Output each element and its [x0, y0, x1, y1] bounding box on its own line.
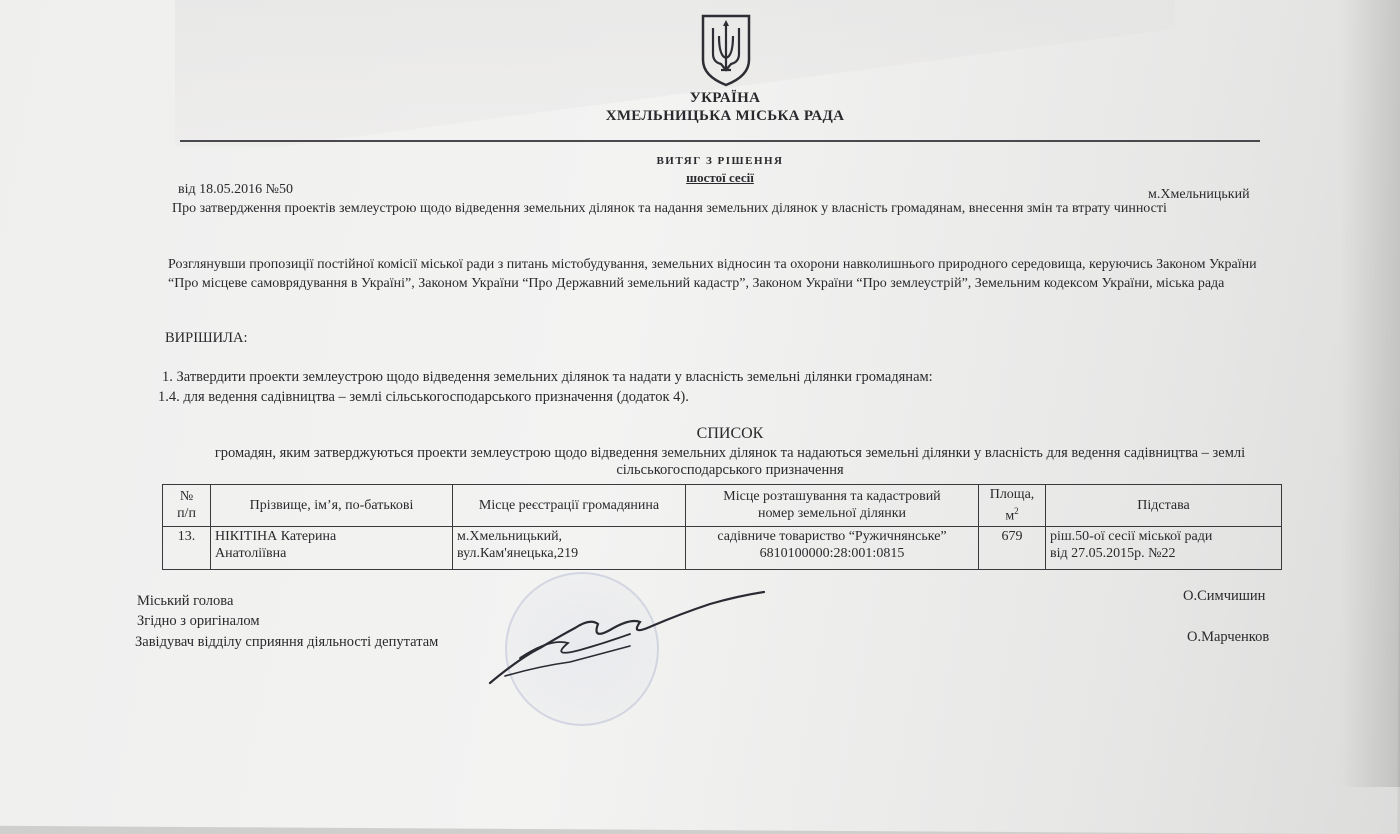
cell-name-line1: НІКІТІНА Катерина [215, 528, 337, 544]
extract-title: ВИТЯГ З РІШЕННЯ [656, 155, 784, 167]
trident-coat-of-arms-icon [697, 12, 755, 88]
agreed-with-original: Згідно з оригіналом [137, 613, 260, 629]
paper-edge-shadow [1340, 0, 1400, 787]
table-header-row [163, 485, 1282, 527]
col-header-location [686, 485, 979, 527]
cell-name [211, 526, 453, 569]
decision-item-1-4: 1.4. для ведення садівництва – землі сільськогосподарського призначення (додаток 4). [158, 389, 689, 405]
col-area-line1: Площа, [989, 487, 1035, 502]
handwritten-signature [480, 588, 770, 698]
header-country: УКРАЇНА [689, 90, 761, 106]
col-number-line1: № [179, 489, 194, 505]
cell-area: 679 [979, 526, 1046, 569]
col-location-line1: Місце розташування та кадастровий [723, 489, 941, 505]
col-header-registration: Місце реєстрації громадянина [453, 485, 686, 527]
head-title: Завідувач відділу сприяння діяльності депутатам [135, 634, 439, 650]
list-subtitle: громадян, яким затверджуються проекти землеустрою щодо відведення земельних ділянок та надаються земельні ділянки у власність для ведення садівництва – землі сільськогосподарського призначення [214, 445, 1246, 478]
cell-basis-line1: ріш.50-ої сесії міської ради [1050, 528, 1213, 544]
cell-registration [453, 526, 686, 569]
session-label: шостої сесії [686, 170, 754, 185]
extract-session [560, 170, 880, 186]
col-header-basis: Підстава [1046, 485, 1282, 527]
col-area-line2: м [1005, 508, 1015, 524]
cell-basis [1046, 526, 1282, 569]
col-header-area [979, 485, 1046, 527]
cell-reg-line1: м.Хмельницький, [457, 528, 563, 544]
decision-preamble: Розглянувши пропозиції постійної комісії міської ради з питань містобудування, земельних відносин та охорони навколишнього природного середовища, керуючись Законом України “Про місцеве самоврядування в Україні”, Законом України “Про Державний земельний кадастр”, Законом України “Про землеустрій”, Земельним кодексом України, міська рада [168, 257, 1257, 291]
cell-reg-line2: вул.Кам'янецька,219 [457, 545, 579, 561]
list-title: СПИСОК [696, 425, 764, 442]
cell-name-line2: Анатоліївна [215, 545, 287, 561]
col-header-name: Прізвище, ім’я, по-батькові [211, 485, 453, 527]
col-header-number [163, 485, 211, 527]
table-row [163, 526, 1282, 569]
cell-location [686, 526, 979, 569]
decision-date-number: від 18.05.2016 №50 [178, 182, 293, 197]
col-location-line2: номер земельної ділянки [757, 506, 907, 522]
decision-city: м.Хмельницький [1148, 187, 1250, 202]
head-name: О.Марченков [1187, 629, 1270, 645]
citizens-table [162, 484, 1282, 570]
col-area-unit-power: 2 [1014, 506, 1019, 516]
decided-heading: ВИРІШИЛА: [165, 330, 248, 346]
cell-basis-line2: від 27.05.2015р. №22 [1050, 545, 1176, 561]
decision-subject: Про затвердження проектів землеустрою щодо відведення земельних ділянок та надання земельних ділянок у власність громадянам, внесення змін та втрату чинності [172, 201, 1167, 216]
cell-loc-line1: садівниче товариство “Ружичнянське” [717, 528, 947, 544]
decision-item-1: 1. Затвердити проекти землеустрою щодо відведення земельних ділянок та надати у власність земельні ділянки громадянам: [162, 369, 933, 385]
cell-number: 13. [163, 526, 211, 569]
header-council: ХМЕЛЬНИЦЬКА МІСЬКА РАДА [605, 108, 845, 124]
mayor-title: Міський голова [137, 593, 234, 609]
header-divider [180, 140, 1260, 142]
cell-loc-line2: 6810100000:28:001:0815 [759, 545, 905, 561]
mayor-name: О.Симчишин [1183, 588, 1266, 604]
col-number-line2: п/п [177, 506, 196, 522]
